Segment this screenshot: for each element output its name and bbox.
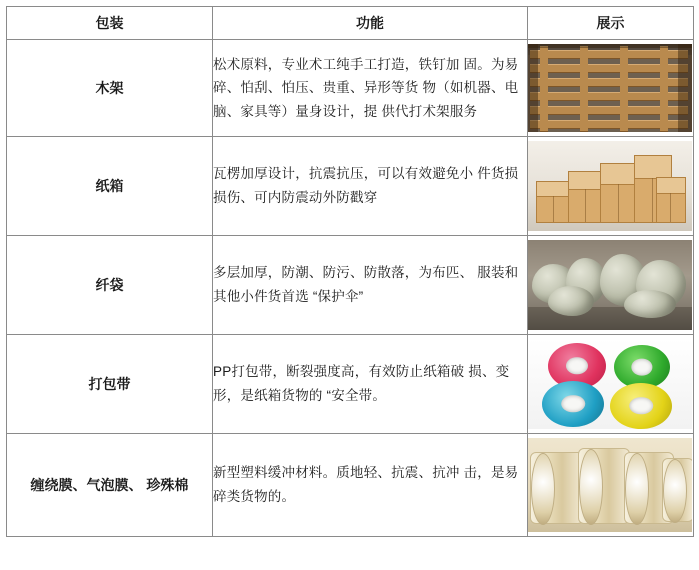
column-header-function: 功能 — [213, 7, 528, 40]
cell-image — [528, 335, 694, 434]
woven-bags-photo — [528, 240, 692, 330]
stretch-film-rolls-photo — [528, 438, 692, 532]
cell-category: 木架 — [7, 40, 213, 137]
cell-category: 纤袋 — [7, 236, 213, 335]
image-container — [528, 335, 692, 433]
table-row — [7, 434, 694, 537]
cell-image — [528, 137, 694, 236]
table-row — [7, 335, 694, 434]
table-row — [7, 137, 694, 236]
table-row — [7, 236, 694, 335]
cell-category: 打包带 — [7, 335, 213, 434]
image-container — [528, 236, 692, 334]
wooden-crates-photo — [528, 44, 692, 132]
image-container — [528, 137, 692, 235]
cell-image — [528, 236, 694, 335]
table-row — [7, 40, 694, 137]
cell-function: 瓦楞加厚设计，抗震抗压，可以有效避免小 件货损损伤、可内防震动外防戳穿 — [213, 137, 528, 236]
cell-category: 纸箱 — [7, 137, 213, 236]
cell-image — [528, 40, 694, 137]
column-header-display: 展示 — [528, 7, 694, 40]
table-body — [7, 40, 694, 537]
cell-category: 缠绕膜、气泡膜、 珍殊棉 — [7, 434, 213, 537]
image-container — [528, 434, 692, 536]
strapping-reels-photo — [528, 339, 692, 429]
packaging-table — [6, 6, 694, 537]
column-header-packaging: 包装 — [7, 7, 213, 40]
cell-function: PP打包带，断裂强度高，有效防止纸箱破 损、变形，是纸箱货物的 “安全带。 — [213, 335, 528, 434]
carton-boxes-photo — [528, 141, 692, 231]
table-header-row — [7, 7, 694, 40]
cell-function: 新型塑料缓冲材料。质地轻、抗震、抗冲 击，是易碎类货物的。 — [213, 434, 528, 537]
cell-function: 多层加厚，防潮、防污、防散落，为布匹、 服装和其他小件货首选 “保护伞” — [213, 236, 528, 335]
cell-image — [528, 434, 694, 537]
image-container — [528, 40, 692, 136]
cell-function: 松术原料，专业术工纯手工打造，铁钉加 固。为易碎、怕刮、怕压、贵重、异形等货 物（如机器、电脑、家具等）量身设计，提 供代打术架服务 — [213, 40, 528, 137]
table-header — [7, 7, 694, 40]
